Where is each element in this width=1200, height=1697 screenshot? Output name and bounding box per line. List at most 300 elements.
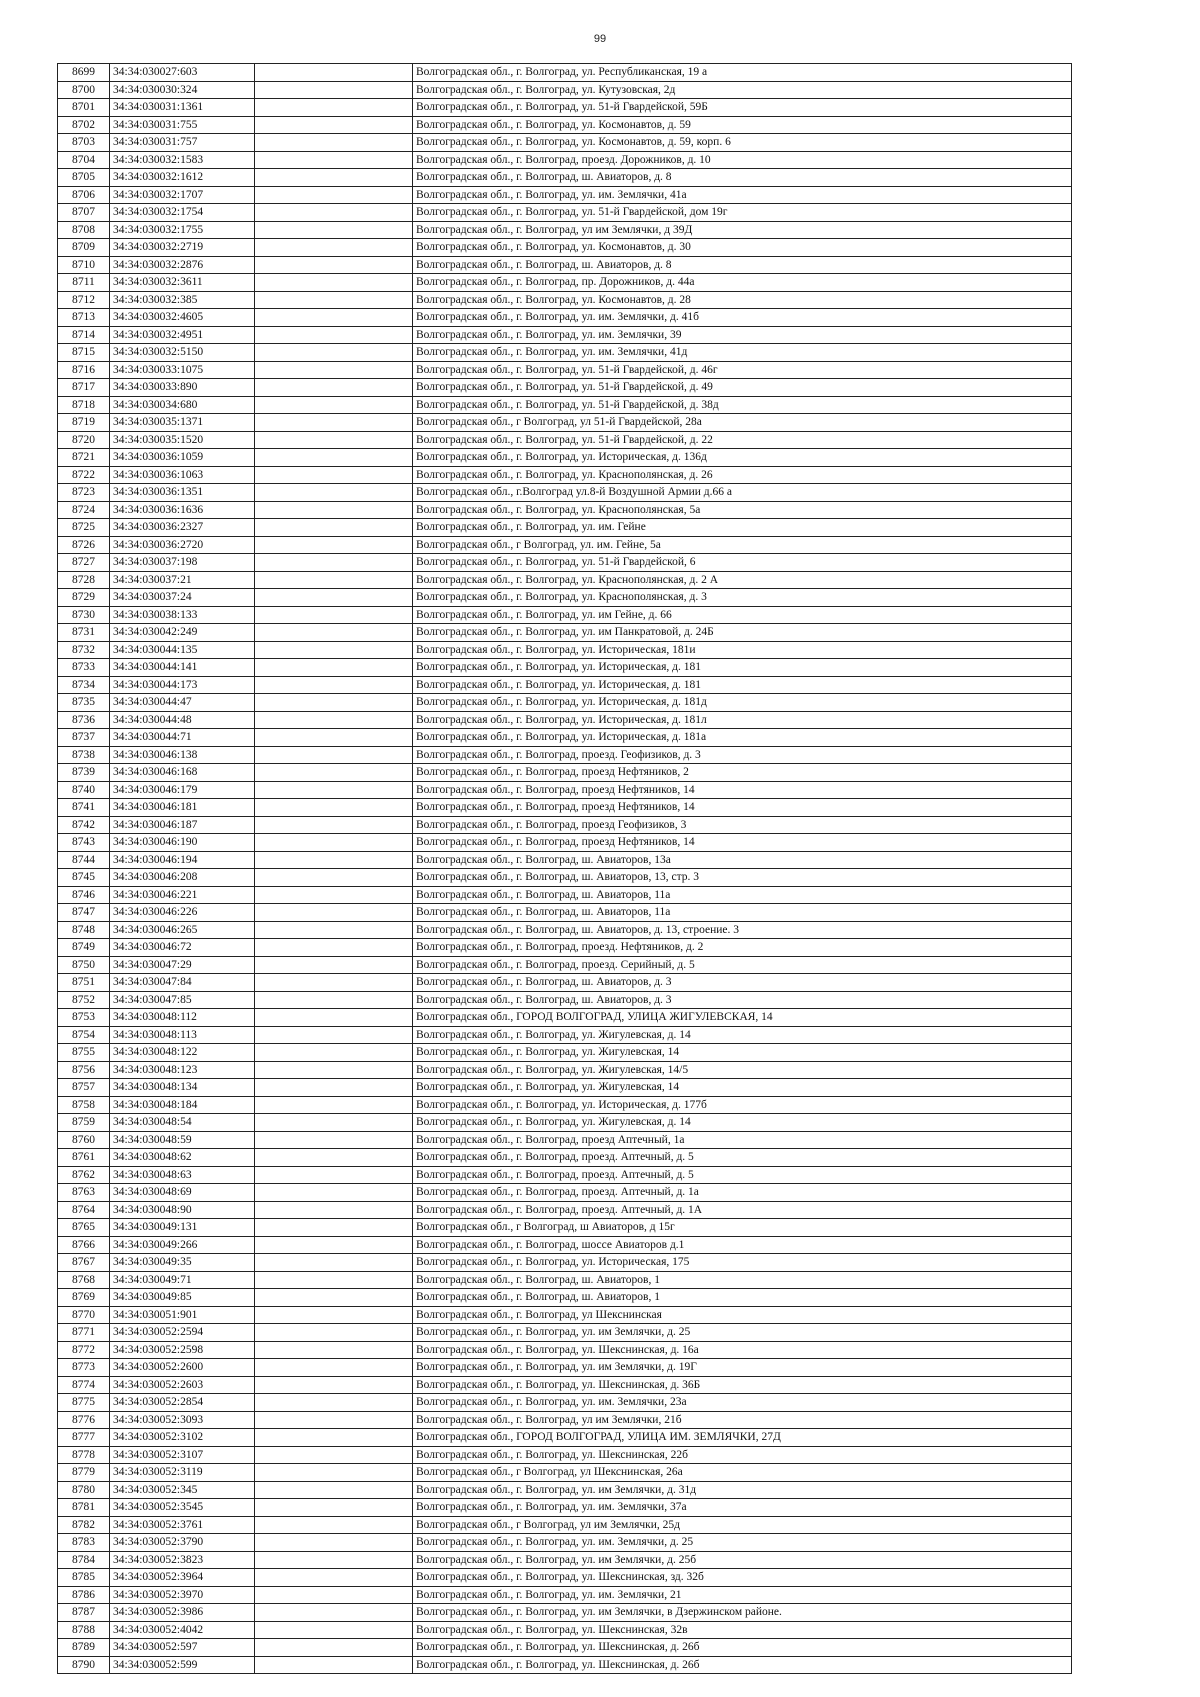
- address-cell: Волгоградская обл., г. Волгоград, ш. Авиаторов, 13, стр. 3: [413, 869, 1072, 887]
- cadastral-number-cell: 34:34:030052:3823: [110, 1551, 255, 1569]
- cadastral-number-cell: 34:34:030036:2720: [110, 536, 255, 554]
- cadastral-number-cell: 34:34:030048:123: [110, 1061, 255, 1079]
- table-row: [58, 379, 1072, 397]
- row-number-cell: 8737: [58, 729, 110, 747]
- empty-cell: [255, 1656, 413, 1674]
- empty-cell: [255, 851, 413, 869]
- cadastral-number-cell: 34:34:030052:2600: [110, 1359, 255, 1377]
- table-row: [58, 1149, 1072, 1167]
- row-number-cell: 8754: [58, 1026, 110, 1044]
- row-number-cell: 8749: [58, 939, 110, 957]
- empty-cell: [255, 1201, 413, 1219]
- empty-cell: [255, 1639, 413, 1657]
- row-number-cell: 8731: [58, 624, 110, 642]
- cadastral-number-cell: 34:34:030044:48: [110, 711, 255, 729]
- cadastral-number-cell: 34:34:030049:85: [110, 1289, 255, 1307]
- row-number-cell: 8789: [58, 1639, 110, 1657]
- address-cell: Волгоградская обл., г. Волгоград, ул. им Землячки, д. 31д: [413, 1481, 1072, 1499]
- cadastral-number-cell: 34:34:030046:181: [110, 799, 255, 817]
- table-row: [58, 694, 1072, 712]
- empty-cell: [255, 1586, 413, 1604]
- address-cell: Волгоградская обл., г. Волгоград, ул. 51-й Гвардейской, д. 22: [413, 431, 1072, 449]
- empty-cell: [255, 484, 413, 502]
- table-row: [58, 659, 1072, 677]
- address-cell: Волгоградская обл., г. Волгоград, ул. Шекснинская, зд. 32б: [413, 1569, 1072, 1587]
- row-number-cell: 8762: [58, 1166, 110, 1184]
- row-number-cell: 8707: [58, 204, 110, 222]
- row-number-cell: 8718: [58, 396, 110, 414]
- table-row: [58, 1166, 1072, 1184]
- row-number-cell: 8741: [58, 799, 110, 817]
- table-row: [58, 589, 1072, 607]
- table-row: [58, 501, 1072, 519]
- cadastral-number-cell: 34:34:030052:4042: [110, 1621, 255, 1639]
- cadastral-number-cell: 34:34:030048:69: [110, 1184, 255, 1202]
- table-row: [58, 274, 1072, 292]
- empty-cell: [255, 974, 413, 992]
- cadastral-number-cell: 34:34:030049:71: [110, 1271, 255, 1289]
- empty-cell: [255, 1271, 413, 1289]
- address-cell: Волгоградская обл., г. Волгоград, ул. им. Землячки, д. 25: [413, 1534, 1072, 1552]
- cadastral-number-cell: 34:34:030048:112: [110, 1009, 255, 1027]
- cadastral-number-cell: 34:34:030032:3611: [110, 274, 255, 292]
- row-number-cell: 8790: [58, 1656, 110, 1674]
- table-row: [58, 1429, 1072, 1447]
- empty-cell: [255, 326, 413, 344]
- row-number-cell: 8773: [58, 1359, 110, 1377]
- cadastral-number-cell: 34:34:030047:29: [110, 956, 255, 974]
- empty-cell: [255, 1516, 413, 1534]
- address-cell: Волгоградская обл., г. Волгоград, ул. им. Гейне: [413, 519, 1072, 537]
- table-row: [58, 799, 1072, 817]
- empty-cell: [255, 1481, 413, 1499]
- empty-cell: [255, 921, 413, 939]
- table-row: [58, 1481, 1072, 1499]
- row-number-cell: 8736: [58, 711, 110, 729]
- row-number-cell: 8780: [58, 1481, 110, 1499]
- cadastral-number-cell: 34:34:030042:249: [110, 624, 255, 642]
- table-row: [58, 1446, 1072, 1464]
- row-number-cell: 8777: [58, 1429, 110, 1447]
- table-row: [58, 1271, 1072, 1289]
- table-row: [58, 869, 1072, 887]
- table-row: [58, 886, 1072, 904]
- table-row: [58, 729, 1072, 747]
- address-cell: Волгоградская обл., г. Волгоград, проезд Нефтяников, 2: [413, 764, 1072, 782]
- empty-cell: [255, 1411, 413, 1429]
- cadastral-number-cell: 34:34:030032:5150: [110, 344, 255, 362]
- table-row: [58, 221, 1072, 239]
- cadastral-number-cell: 34:34:030027:603: [110, 64, 255, 82]
- row-number-cell: 8746: [58, 886, 110, 904]
- address-cell: Волгоградская обл., г. Волгоград, ш. Авиаторов, 11а: [413, 904, 1072, 922]
- cadastral-number-cell: 34:34:030052:345: [110, 1481, 255, 1499]
- empty-cell: [255, 1306, 413, 1324]
- table-row: [58, 624, 1072, 642]
- row-number-cell: 8716: [58, 361, 110, 379]
- address-cell: Волгоградская обл., г. Волгоград, ул. Космонавтов, д. 59, корп. 6: [413, 134, 1072, 152]
- cadastral-number-cell: 34:34:030046:187: [110, 816, 255, 834]
- cadastral-number-cell: 34:34:030052:2598: [110, 1341, 255, 1359]
- row-number-cell: 8771: [58, 1324, 110, 1342]
- table-row: [58, 186, 1072, 204]
- cadastral-number-cell: 34:34:030046:138: [110, 746, 255, 764]
- cadastral-number-cell: 34:34:030032:1707: [110, 186, 255, 204]
- address-cell: Волгоградская обл., г. Волгоград, ул. Историческая, д. 181л: [413, 711, 1072, 729]
- address-cell: Волгоградская обл., г.Волгоград ул.8-й Воздушной Армии д.66 а: [413, 484, 1072, 502]
- table-row: [58, 519, 1072, 537]
- table-row: [58, 834, 1072, 852]
- row-number-cell: 8729: [58, 589, 110, 607]
- cadastral-number-cell: 34:34:030044:71: [110, 729, 255, 747]
- table-row: [58, 1411, 1072, 1429]
- table-row: [58, 1026, 1072, 1044]
- empty-cell: [255, 204, 413, 222]
- row-number-cell: 8706: [58, 186, 110, 204]
- row-number-cell: 8745: [58, 869, 110, 887]
- address-cell: Волгоградская обл., г. Волгоград, проезд. Дорожников, д. 10: [413, 151, 1072, 169]
- address-cell: Волгоградская обл., г. Волгоград, ул. Краснополянская, д. 26: [413, 466, 1072, 484]
- address-cell: Волгоградская обл., г. Волгоград, ул. Историческая, д. 181д: [413, 694, 1072, 712]
- table-row: [58, 204, 1072, 222]
- empty-cell: [255, 431, 413, 449]
- table-row: [58, 921, 1072, 939]
- row-number-cell: 8764: [58, 1201, 110, 1219]
- empty-cell: [255, 711, 413, 729]
- address-cell: Волгоградская обл., г. Волгоград, ул. Историческая, д. 181а: [413, 729, 1072, 747]
- row-number-cell: 8735: [58, 694, 110, 712]
- cadastral-number-cell: 34:34:030046:208: [110, 869, 255, 887]
- row-number-cell: 8772: [58, 1341, 110, 1359]
- empty-cell: [255, 1149, 413, 1167]
- address-cell: Волгоградская обл., г. Волгоград, ш. Авиаторов, д. 3: [413, 991, 1072, 1009]
- empty-cell: [255, 1131, 413, 1149]
- empty-cell: [255, 221, 413, 239]
- row-number-cell: 8784: [58, 1551, 110, 1569]
- empty-cell: [255, 939, 413, 957]
- row-number-cell: 8701: [58, 99, 110, 117]
- table-row: [58, 396, 1072, 414]
- cadastral-number-cell: 34:34:030032:385: [110, 291, 255, 309]
- row-number-cell: 8739: [58, 764, 110, 782]
- empty-cell: [255, 834, 413, 852]
- cadastral-number-cell: 34:34:030052:2854: [110, 1394, 255, 1412]
- empty-cell: [255, 1341, 413, 1359]
- table-row: [58, 1079, 1072, 1097]
- empty-cell: [255, 1236, 413, 1254]
- table-row: [58, 1464, 1072, 1482]
- cadastral-number-cell: 34:34:030048:59: [110, 1131, 255, 1149]
- empty-cell: [255, 536, 413, 554]
- row-number-cell: 8769: [58, 1289, 110, 1307]
- cadastral-number-cell: 34:34:030036:1351: [110, 484, 255, 502]
- row-number-cell: 8727: [58, 554, 110, 572]
- cadastral-number-cell: 34:34:030049:266: [110, 1236, 255, 1254]
- address-cell: Волгоградская обл., г. Волгоград, ул. Жигулевская, д. 14: [413, 1026, 1072, 1044]
- address-cell: Волгоградская обл., г. Волгоград, ул. Шекснинская, 22б: [413, 1446, 1072, 1464]
- empty-cell: [255, 554, 413, 572]
- empty-cell: [255, 1166, 413, 1184]
- empty-cell: [255, 309, 413, 327]
- empty-cell: [255, 799, 413, 817]
- empty-cell: [255, 501, 413, 519]
- address-cell: Волгоградская обл., г. Волгоград, ул. им Землячки, в Дзержинском районе.: [413, 1604, 1072, 1622]
- table-row: [58, 956, 1072, 974]
- row-number-cell: 8747: [58, 904, 110, 922]
- cadastral-number-cell: 34:34:030032:4605: [110, 309, 255, 327]
- table-row: [58, 466, 1072, 484]
- empty-cell: [255, 344, 413, 362]
- empty-cell: [255, 904, 413, 922]
- table-row: [58, 991, 1072, 1009]
- row-number-cell: 8776: [58, 1411, 110, 1429]
- address-cell: Волгоградская обл., г Волгоград, ул им Землячки, 25д: [413, 1516, 1072, 1534]
- table-row: [58, 239, 1072, 257]
- cadastral-number-cell: 34:34:030038:133: [110, 606, 255, 624]
- empty-cell: [255, 379, 413, 397]
- address-cell: Волгоградская обл., г. Волгоград, ш. Авиаторов, д. 3: [413, 974, 1072, 992]
- address-cell: Волгоградская обл., г. Волгоград, ул. Историческая, д. 177б: [413, 1096, 1072, 1114]
- table-row: [58, 1639, 1072, 1657]
- row-number-cell: 8724: [58, 501, 110, 519]
- cadastral-number-cell: 34:34:030035:1520: [110, 431, 255, 449]
- address-cell: Волгоградская обл., г Волгоград, ул 51-й Гвардейской, 28а: [413, 414, 1072, 432]
- address-cell: Волгоградская обл., г. Волгоград, ул. Космонавтов, д. 59: [413, 116, 1072, 134]
- table-row: [58, 1499, 1072, 1517]
- cadastral-number-cell: 34:34:030031:757: [110, 134, 255, 152]
- cadastral-number-cell: 34:34:030048:184: [110, 1096, 255, 1114]
- cadastral-number-cell: 34:34:030051:901: [110, 1306, 255, 1324]
- table-row: [58, 1219, 1072, 1237]
- empty-cell: [255, 589, 413, 607]
- empty-cell: [255, 746, 413, 764]
- address-cell: Волгоградская обл., г Волгоград, ул. им. Гейне, 5а: [413, 536, 1072, 554]
- empty-cell: [255, 1446, 413, 1464]
- table-row: [58, 1394, 1072, 1412]
- row-number-cell: 8781: [58, 1499, 110, 1517]
- empty-cell: [255, 991, 413, 1009]
- address-cell: Волгоградская обл., г. Волгоград, ул. Историческая, 175: [413, 1254, 1072, 1272]
- cadastral-number-cell: 34:34:030046:179: [110, 781, 255, 799]
- table-row: [58, 641, 1072, 659]
- empty-cell: [255, 361, 413, 379]
- row-number-cell: 8726: [58, 536, 110, 554]
- table-row: [58, 851, 1072, 869]
- cadastral-number-cell: 34:34:030048:113: [110, 1026, 255, 1044]
- empty-cell: [255, 1376, 413, 1394]
- table-row: [58, 484, 1072, 502]
- table-row: [58, 81, 1072, 99]
- address-cell: Волгоградская обл., г. Волгоград, ш. Авиаторов, д. 13, строение. 3: [413, 921, 1072, 939]
- empty-cell: [255, 764, 413, 782]
- row-number-cell: 8725: [58, 519, 110, 537]
- address-cell: Волгоградская обл., г. Волгоград, проезд Геофизиков, 3: [413, 816, 1072, 834]
- table-row: [58, 1306, 1072, 1324]
- address-cell: Волгоградская обл., г. Волгоград, ул. Жигулевская, 14: [413, 1079, 1072, 1097]
- empty-cell: [255, 81, 413, 99]
- cadastral-number-cell: 34:34:030031:1361: [110, 99, 255, 117]
- cadastral-number-cell: 34:34:030032:1583: [110, 151, 255, 169]
- cadastral-number-cell: 34:34:030035:1371: [110, 414, 255, 432]
- cadastral-number-cell: 34:34:030037:21: [110, 571, 255, 589]
- row-number-cell: 8779: [58, 1464, 110, 1482]
- row-number-cell: 8711: [58, 274, 110, 292]
- address-cell: Волгоградская обл., г. Волгоград, ул. им. Землячки, 41д: [413, 344, 1072, 362]
- empty-cell: [255, 1604, 413, 1622]
- registry-table-body: [58, 64, 1072, 1674]
- table-row: [58, 1551, 1072, 1569]
- address-cell: Волгоградская обл., г Волгоград, ш Авиаторов, д 15г: [413, 1219, 1072, 1237]
- address-cell: Волгоградская обл., ГОРОД ВОЛГОГРАД, УЛИЦА ЖИГУЛЕВСКАЯ, 14: [413, 1009, 1072, 1027]
- row-number-cell: 8765: [58, 1219, 110, 1237]
- address-cell: Волгоградская обл., г. Волгоград, ул. Космонавтов, д. 30: [413, 239, 1072, 257]
- empty-cell: [255, 134, 413, 152]
- row-number-cell: 8744: [58, 851, 110, 869]
- table-row: [58, 676, 1072, 694]
- address-cell: Волгоградская обл., г. Волгоград, ул. им Гейне, д. 66: [413, 606, 1072, 624]
- row-number-cell: 8714: [58, 326, 110, 344]
- address-cell: Волгоградская обл., г. Волгоград, ш. Авиаторов, 11а: [413, 886, 1072, 904]
- row-number-cell: 8788: [58, 1621, 110, 1639]
- address-cell: Волгоградская обл., г. Волгоград, ул. Жигулевская, 14: [413, 1044, 1072, 1062]
- row-number-cell: 8717: [58, 379, 110, 397]
- address-cell: Волгоградская обл., г. Волгоград, ул. Шекснинская, д. 26б: [413, 1656, 1072, 1674]
- table-row: [58, 1236, 1072, 1254]
- empty-cell: [255, 571, 413, 589]
- row-number-cell: 8720: [58, 431, 110, 449]
- table-row: [58, 326, 1072, 344]
- cadastral-number-cell: 34:34:030046:221: [110, 886, 255, 904]
- table-row: [58, 431, 1072, 449]
- empty-cell: [255, 606, 413, 624]
- table-row: [58, 711, 1072, 729]
- table-row: [58, 1341, 1072, 1359]
- table-row: [58, 1586, 1072, 1604]
- table-row: [58, 606, 1072, 624]
- address-cell: Волгоградская обл., г. Волгоград, проезд. Аптечный, д. 1а: [413, 1184, 1072, 1202]
- row-number-cell: 8763: [58, 1184, 110, 1202]
- table-row: [58, 1621, 1072, 1639]
- empty-cell: [255, 169, 413, 187]
- cadastral-number-cell: 34:34:030052:599: [110, 1656, 255, 1674]
- row-number-cell: 8742: [58, 816, 110, 834]
- empty-cell: [255, 869, 413, 887]
- row-number-cell: 8786: [58, 1586, 110, 1604]
- row-number-cell: 8710: [58, 256, 110, 274]
- table-row: [58, 414, 1072, 432]
- address-cell: Волгоградская обл., г. Волгоград, ул. 51-й Гвардейской, 59Б: [413, 99, 1072, 117]
- address-cell: Волгоградская обл., г. Волгоград, ул. им. Землячки, д. 41б: [413, 309, 1072, 327]
- empty-cell: [255, 624, 413, 642]
- empty-cell: [255, 956, 413, 974]
- table-row: [58, 1289, 1072, 1307]
- address-cell: Волгоградская обл., г. Волгоград, ул. им. Землячки, 39: [413, 326, 1072, 344]
- cadastral-number-cell: 34:34:030037:24: [110, 589, 255, 607]
- table-row: [58, 1114, 1072, 1132]
- empty-cell: [255, 116, 413, 134]
- address-cell: Волгоградская обл., г. Волгоград, ул. 51-й Гвардейской, д. 49: [413, 379, 1072, 397]
- address-cell: Волгоградская обл., г. Волгоград, проезд Нефтяников, 14: [413, 781, 1072, 799]
- row-number-cell: 8730: [58, 606, 110, 624]
- row-number-cell: 8748: [58, 921, 110, 939]
- cadastral-number-cell: 34:34:030046:226: [110, 904, 255, 922]
- address-cell: Волгоградская обл., г. Волгоград, ул. им Землячки, д. 19Г: [413, 1359, 1072, 1377]
- table-row: [58, 554, 1072, 572]
- table-row: [58, 1044, 1072, 1062]
- row-number-cell: 8757: [58, 1079, 110, 1097]
- address-cell: Волгоградская обл., г. Волгоград, ул. Шекснинская, д. 26б: [413, 1639, 1072, 1657]
- cadastral-number-cell: 34:34:030036:2327: [110, 519, 255, 537]
- table-row: [58, 116, 1072, 134]
- cadastral-number-cell: 34:34:030052:3119: [110, 1464, 255, 1482]
- row-number-cell: 8702: [58, 116, 110, 134]
- empty-cell: [255, 396, 413, 414]
- table-row: [58, 1131, 1072, 1149]
- row-number-cell: 8740: [58, 781, 110, 799]
- table-row: [58, 1009, 1072, 1027]
- row-number-cell: 8761: [58, 1149, 110, 1167]
- cadastral-number-cell: 34:34:030036:1059: [110, 449, 255, 467]
- row-number-cell: 8770: [58, 1306, 110, 1324]
- cadastral-number-cell: 34:34:030032:4951: [110, 326, 255, 344]
- address-cell: Волгоградская обл., г. Волгоград, ул. Краснополянская, д. 3: [413, 589, 1072, 607]
- table-row: [58, 1359, 1072, 1377]
- table-row: [58, 134, 1072, 152]
- row-number-cell: 8787: [58, 1604, 110, 1622]
- row-number-cell: 8760: [58, 1131, 110, 1149]
- address-cell: Волгоградская обл., г. Волгоград, проезд. Серийный, д. 5: [413, 956, 1072, 974]
- table-row: [58, 99, 1072, 117]
- table-row: [58, 1254, 1072, 1272]
- cadastral-number-cell: 34:34:030047:85: [110, 991, 255, 1009]
- row-number-cell: 8782: [58, 1516, 110, 1534]
- address-cell: Волгоградская обл., г. Волгоград, проезд Аптечный, 1а: [413, 1131, 1072, 1149]
- address-cell: Волгоградская обл., г. Волгоград, ул. Историческая, д. 181: [413, 676, 1072, 694]
- address-cell: Волгоградская обл., г. Волгоград, ул. Космонавтов, д. 28: [413, 291, 1072, 309]
- empty-cell: [255, 781, 413, 799]
- address-cell: Волгоградская обл., г. Волгоград, ул. Историческая, д. 136д: [413, 449, 1072, 467]
- cadastral-number-cell: 34:34:030048:122: [110, 1044, 255, 1062]
- empty-cell: [255, 1044, 413, 1062]
- address-cell: Волгоградская обл., г. Волгоград, ул им Землячки, д 39Д: [413, 221, 1072, 239]
- cadastral-number-cell: 34:34:030052:3761: [110, 1516, 255, 1534]
- row-number-cell: 8719: [58, 414, 110, 432]
- address-cell: Волгоградская обл., г. Волгоград, ул. Шекснинская, д. 36Б: [413, 1376, 1072, 1394]
- address-cell: Волгоградская обл., г. Волгоград, ул. им Землячки, д. 25: [413, 1324, 1072, 1342]
- cadastral-number-cell: 34:34:030052:3102: [110, 1429, 255, 1447]
- empty-cell: [255, 239, 413, 257]
- address-cell: Волгоградская обл., г. Волгоград, ул. 51-й Гвардейской, д. 38д: [413, 396, 1072, 414]
- cadastral-number-cell: 34:34:030044:47: [110, 694, 255, 712]
- address-cell: Волгоградская обл., г. Волгоград, ш. Авиаторов, д. 8: [413, 256, 1072, 274]
- address-cell: Волгоградская обл., г. Волгоград, ул. Кутузовская, 2д: [413, 81, 1072, 99]
- address-cell: Волгоградская обл., г Волгоград, ул Шекснинская, 26а: [413, 1464, 1072, 1482]
- empty-cell: [255, 1061, 413, 1079]
- address-cell: Волгоградская обл., г. Волгоград, ул. Жигулевская, 14/5: [413, 1061, 1072, 1079]
- empty-cell: [255, 1289, 413, 1307]
- address-cell: Волгоградская обл., г. Волгоград, ул. им Панкратовой, д. 24Б: [413, 624, 1072, 642]
- table-row: [58, 1569, 1072, 1587]
- empty-cell: [255, 449, 413, 467]
- cadastral-number-cell: 34:34:030052:3964: [110, 1569, 255, 1587]
- empty-cell: [255, 99, 413, 117]
- empty-cell: [255, 1359, 413, 1377]
- cadastral-number-cell: 34:34:030046:265: [110, 921, 255, 939]
- address-cell: Волгоградская обл., г. Волгоград, пр. Дорожников, д. 44а: [413, 274, 1072, 292]
- row-number-cell: 8753: [58, 1009, 110, 1027]
- cadastral-number-cell: 34:34:030052:2594: [110, 1324, 255, 1342]
- cadastral-number-cell: 34:34:030052:597: [110, 1639, 255, 1657]
